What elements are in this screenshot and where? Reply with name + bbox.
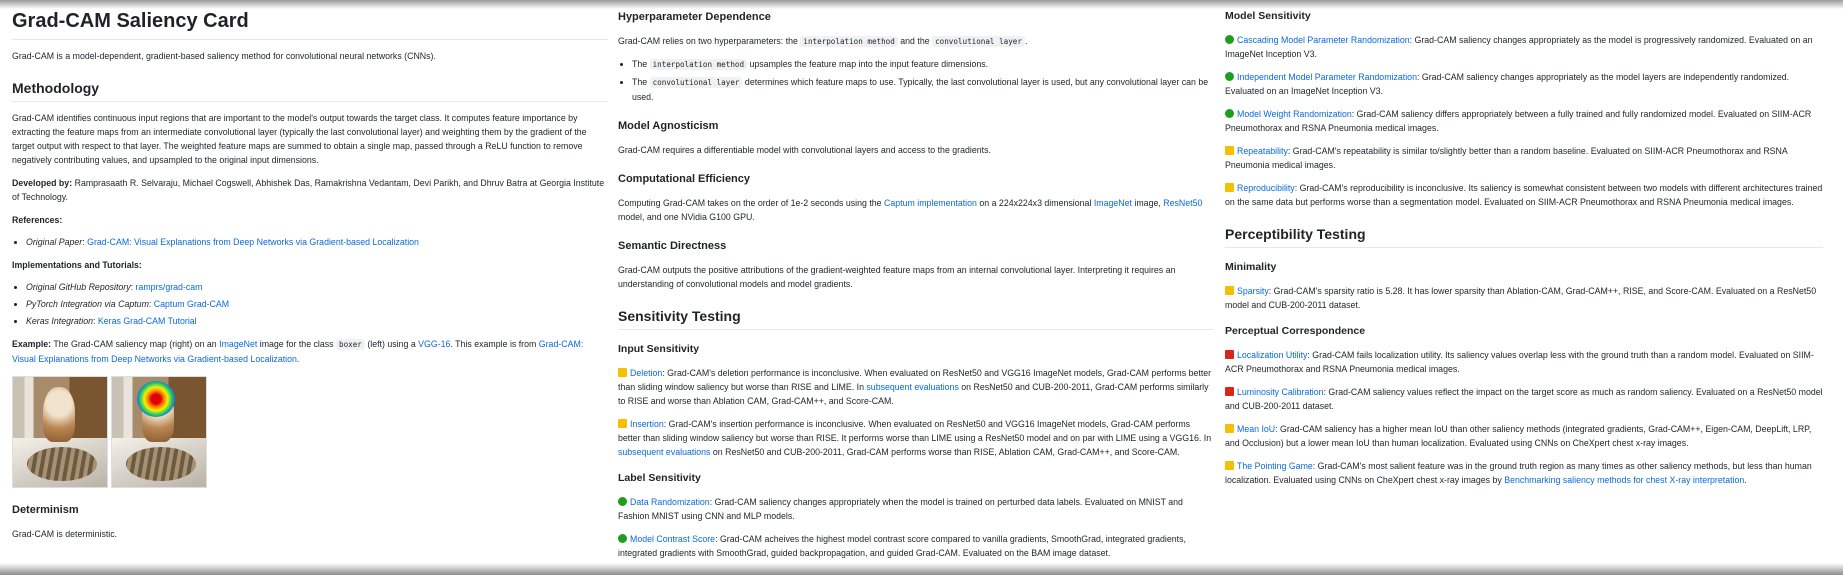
heatmap-overlay [137,381,175,417]
italic-label: PyTorch Integration via Captum [26,299,149,309]
list-item [632,57,1214,72]
data-randomization-item [618,495,1214,523]
localization-utility-item [1225,348,1823,376]
green-circle-icon [618,497,627,506]
text: : Grad-CAM's deletion performance is inconclusive. When evaluated on ResNet50 and VGG16 ImageNet models, Grad-CAM performs better than sliding window saliency but worse than RISE and LIME. In [618,368,1212,392]
text: : Grad-CAM fails localization utility. Its saliency values overlap less with the ground truth than a random model. Evaluated on SIIM-ACR Pneumothorax and RSNA Pneumonia medical images. [1225,350,1814,374]
text: The [632,77,650,87]
text: The [632,59,650,69]
luminosity-calibration-item [1225,385,1823,413]
text: Grad-CAM identifies continuous input regions that are important to the model's output towards the target class. It computes feature importance by extracting the feature maps from an intermediate convolutional layer (typically the last convolutional layer) and weighting them by the gradient of the target output with respect to that layer. The weighted feature maps are summed to obtain a single map, passed through a ReLU function to remove negatively contributing values, and upsampled to the original input dimensions. [12,113,587,165]
perceptual-correspondence-heading [1225,324,1823,339]
text: : [82,237,88,247]
yellow-square-icon [1225,424,1234,433]
link[interactable]: VGG-16 [418,339,451,349]
text: . [296,354,300,364]
yellow-square-icon [618,368,627,377]
text: . This example is from [450,339,539,349]
semantic-directness-heading [618,238,1214,254]
text: . [1744,475,1747,485]
sparsity-item [1225,284,1823,312]
text: Grad-CAM Saliency Card [12,10,249,32]
deletion-item [618,366,1214,408]
text: Computational Efficiency [618,173,751,185]
list-item [26,314,608,328]
link[interactable]: Localization Utility [1237,350,1308,360]
hyperparameter-heading [618,9,1214,25]
page-title [12,8,608,40]
red-square-icon [1225,350,1234,359]
link[interactable]: Data Randomization [630,497,710,507]
italic-label: Original GitHub Repository [26,282,131,292]
text: on ResNet50 and CUB-200-2011, Grad-CAM performs worse than RISE, Ablation CAM, Grad-CAM++, and Score-CAM. [710,447,1180,457]
model-agnosticism-heading [618,118,1214,134]
text: Perceptual Correspondence [1225,325,1366,337]
link[interactable]: Reproducibility [1237,183,1295,193]
determinism-text [12,527,608,541]
yellow-square-icon [1225,146,1234,155]
link[interactable]: Benchmarking saliency methods for chest X-ray interpretation [1504,475,1745,485]
list-item [26,297,608,311]
text: Label Sensitivity [618,472,701,484]
repeatability-item [1225,144,1823,172]
link[interactable]: ImageNet [1093,198,1132,208]
text: on a 224x224x3 dimensional [976,198,1094,208]
text: The Grad-CAM saliency map (right) on an [51,339,220,349]
yellow-square-icon [1225,461,1234,470]
link[interactable]: Grad-CAM: Visual Explanations from Deep Networks via Gradient-based Localization [87,237,419,247]
green-circle-icon [1225,109,1234,118]
link[interactable]: Keras Grad-CAM Tutorial [97,316,197,326]
original-image [12,376,108,488]
text: Grad-CAM outputs the positive attributions of the gradient-weighted feature maps from an internal convolutional layer. Interpreting it requires an understanding of convolutional models and model gradients. [618,265,1176,289]
bold-label: Developed by: [12,178,73,188]
intro-text [12,49,608,63]
developed-by [12,176,608,204]
bold-label: Example: [12,339,52,349]
text: : Grad-CAM's most salient feature was in the ground truth region as many times as other saliency methods, but less than human localization. Evaluated using CNNs on CheXpert chest x-ray images by [1225,461,1812,485]
text: Model Sensitivity [1225,10,1311,22]
dog-shape [43,387,75,442]
cascading-randomization-item [1225,33,1823,61]
link[interactable]: Sparsity [1237,286,1269,296]
link[interactable]: Repeatability [1237,146,1288,156]
methodology-text [12,111,608,167]
computational-efficiency-text [618,196,1214,224]
text: : [93,316,98,326]
implementations-list [12,280,608,328]
text: Determinism [12,504,79,516]
cat-shape [126,447,196,481]
middle-column [618,0,1214,575]
inline-code: interpolation method [800,36,897,47]
inline-code: interpolation method [650,59,747,70]
yellow-square-icon [1225,183,1234,192]
text: : Grad-CAM's repeatability is similar to/slightly better than a random baseline. Evaluated on SIIM-ACR Pneumothorax and RSNA Pneumonia medical images. [1225,146,1788,170]
text: image for the class [257,339,337,349]
text: Sensitivity Testing [618,308,741,324]
link[interactable]: Cascading Model Parameter Randomization [1237,35,1410,45]
saliency-map-image [111,376,207,488]
window-top-shadow [0,0,1843,9]
text: : Grad-CAM saliency values reflect the impact on the target score as much as random saliency. Evaluated on a ResNet50 model and CUB-200-2011 dataset. [1225,387,1823,411]
bold-label: Implementations and Tutorials: [12,260,142,270]
perceptibility-testing-heading [1225,225,1823,248]
example-images [12,376,608,488]
model-agnosticism-text [618,143,1214,157]
green-circle-icon [618,534,627,543]
text: image, [1131,198,1164,208]
label-sensitivity-heading [618,471,1214,486]
link[interactable]: ResNet50 [1163,198,1203,208]
computational-efficiency-heading [618,171,1214,187]
bold-label: References: [12,215,63,225]
cat-shape [27,447,97,481]
list-item [26,280,608,294]
list-item [632,75,1214,104]
window-bottom-shadow [0,563,1843,575]
text: : Grad-CAM saliency changes appropriately when the model is trained on perturbed data labels. Evaluated on MNIST and Fashion MNIST using CNN and MLP models. [618,497,1183,521]
minimality-heading [1225,260,1823,275]
red-square-icon [1225,387,1234,396]
text: Hyperparameter Dependence [618,11,771,23]
link[interactable]: The Pointing Game [1237,461,1313,471]
determinism-heading [12,502,608,518]
implementations-label [12,258,608,272]
text: : [148,299,154,309]
text: Ramprasaath R. Selvaraju, Michael Cogswell, Abhishek Das, Ramakrishna Vedantam, Devi Parikh, and Dhruv Batra at Georgia Institute of Technology. [12,178,605,202]
text: (left) using a [364,339,419,349]
independent-randomization-item [1225,70,1823,98]
text: : Grad-CAM saliency changes appropriately as the model layers are independently randomized. Evaluated on an ImageNet Inception V3. [1225,72,1790,96]
link[interactable]: Captum Grad-CAM [153,299,230,309]
link[interactable]: subsequent evaluations [618,447,711,457]
text: Grad-CAM relies on two hyperparameters: the [618,36,801,46]
insertion-item [618,417,1214,459]
text: on ResNet50 and CUB-200-2011, Grad-CAM performs similarly to RISE and worse than Ablation CAM, Grad-CAM++, and Score-CAM. [618,382,1209,406]
link[interactable]: Grad-CAM: Visual Explanations from Deep Networks via Gradient-based Localization [12,339,584,364]
text: : Grad-CAM acheives the highest model contrast score compared to vanilla gradients, SmoothGrad, integrated gradients, integrated gradients with SmoothGrad, guided backpropagation, and guided Grad-CAM. Evaluated on the BAM image dataset. [618,534,1186,558]
weight-randomization-item [1225,107,1823,135]
model-contrast-score-item [618,532,1214,560]
text: : Grad-CAM's sparsity ratio is 5.28. It has lower sparsity than Ablation-CAM, Grad-CAM++, RISE, and Score-CAM. Evaluated on a ResNet50 model and CUB-200-2011 dataset. [1225,286,1817,310]
hyperparameter-text [618,34,1214,49]
text: : Grad-CAM's insertion performance is inconclusive. When evaluated on ResNet50 and VGG16 ImageNet models, Grad-CAM performs better than sliding window saliency but worse than RISE. It performs worse than LIME using a ResNet50 model and on par with LIME using a VGG16. In [618,419,1212,443]
left-column [12,0,608,575]
text: Input Sensitivity [618,343,700,355]
text: : [130,282,136,292]
text: : Grad-CAM's reproducibility is inconclusive. Its saliency is somewhat consistent between two models with different architectures trained on the same data but performs worse than a segmentation model. Evaluated on SIIM-ACR Pneumothorax and RSNA Pneumonia medical images. [1225,183,1823,207]
inline-code: convolutional layer [932,36,1025,47]
link[interactable]: Model Weight Randomization [1237,109,1352,119]
link[interactable]: Insertion [630,419,664,429]
sensitivity-testing-heading [618,307,1214,330]
inline-code: boxer [336,339,365,350]
reproducibility-item [1225,181,1823,209]
text: Grad-CAM requires a differentiable model with convolutional layers and access to the gradients. [618,145,991,155]
text: Computing Grad-CAM takes on the order of 1e-2 seconds using the [618,198,885,208]
link[interactable]: Captum implementation [884,198,977,208]
link[interactable]: subsequent evaluations [866,382,959,392]
text: : Grad-CAM saliency changes appropriately as the model is progressively randomized. Evaluated on an ImageNet Inception V3. [1225,35,1813,59]
text: and the [897,36,933,46]
mean-iou-item [1225,422,1823,450]
link[interactable]: Mean IoU [1237,424,1276,434]
link[interactable]: Model Contrast Score [630,534,716,544]
input-sensitivity-heading [618,342,1214,357]
text: upsamples the feature map into the input feature dimensions. [747,59,989,69]
text: Perceptibility Testing [1225,226,1366,242]
list-item [26,235,608,249]
example-text [12,337,608,366]
yellow-square-icon [618,419,627,428]
green-circle-icon [1225,35,1234,44]
italic-label: Keras Integration [26,316,93,326]
references-label [12,213,608,227]
italic-label: Original Paper [26,237,83,247]
references-list [12,235,608,249]
text: Grad-CAM is a model-dependent, gradient-based saliency method for convolutional neural networks (CNNs). [12,51,436,61]
text: model, and one NVidia G100 GPU. [618,212,755,222]
text: Semantic Directness [618,240,727,252]
link[interactable]: Independent Model Parameter Randomization [1237,72,1417,82]
text: Minimality [1225,261,1277,273]
right-column [1225,0,1823,575]
link[interactable]: Deletion [630,368,663,378]
link[interactable]: ramprs/grad-cam [135,282,203,292]
link[interactable]: Luminosity Calibration [1237,387,1324,397]
link[interactable]: ImageNet [219,339,258,349]
text: Methodology [12,80,100,96]
yellow-square-icon [1225,286,1234,295]
text: : Grad-CAM saliency differs appropriately between a fully trained and fully randomized model. Evaluated on SIIM-ACR Pneumothorax and RSNA Pneumonia medical images. [1225,109,1812,133]
semantic-directness-text [618,263,1214,291]
text: Grad-CAM is deterministic. [12,529,118,539]
text: determines which feature maps to use. Typically, the last convolutional layer is used, but any convolutional layer can be used. [632,77,1209,102]
methodology-heading [12,79,608,102]
text: Model Agnosticism [618,120,719,132]
text: : Grad-CAM saliency has a higher mean IoU than other saliency methods (integrated gradients, Grad-CAM++, Eigen-CAM, DeepLift, LRP, and Occlusion) but a lower mean IoU than human localization. Evaluated using CNNs on CheXpert chest x-ray images. [1225,424,1812,448]
inline-code: convolutional layer [650,77,743,88]
pointing-game-item [1225,459,1823,487]
green-circle-icon [1225,72,1234,81]
model-sensitivity-heading [1225,9,1823,24]
text: . [1024,36,1028,46]
hyperparameter-list [618,57,1214,104]
